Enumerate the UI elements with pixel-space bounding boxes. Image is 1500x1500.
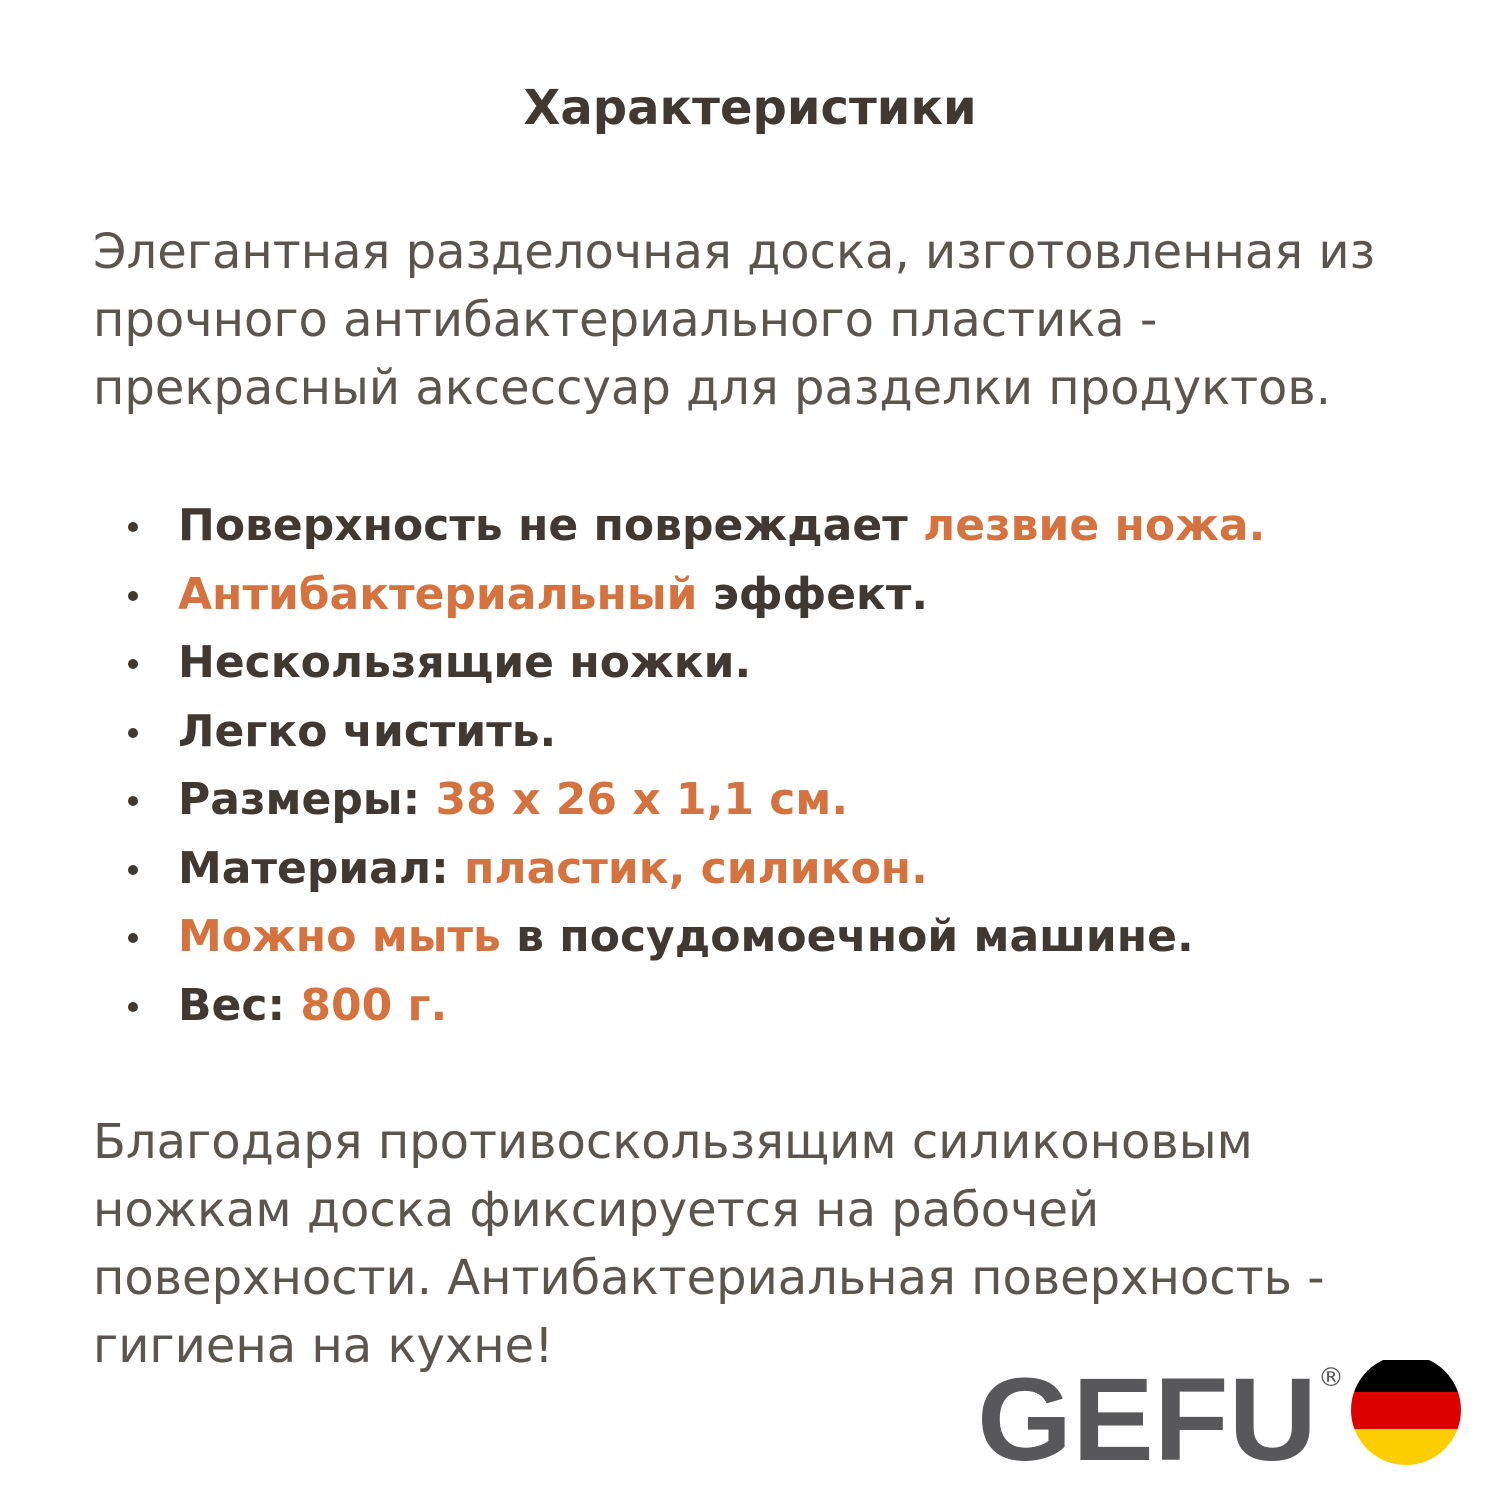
gefu-logo-graphic: [975, 1360, 1475, 1470]
feature-text: Материал:: [178, 842, 464, 894]
feature-item: [128, 972, 1265, 1041]
feature-text: в посудомоечной машине.: [500, 911, 1194, 962]
registered-mark: ®: [1318, 1363, 1344, 1393]
bullet-icon: [128, 1002, 138, 1012]
gefu-logo: [975, 1360, 1475, 1470]
feature-text: Размеры:: [178, 774, 436, 825]
brand-text: GEFU: [977, 1360, 1317, 1470]
intro-paragraph: [93, 218, 1413, 422]
feature-item: [128, 492, 1265, 561]
feature-item: [128, 766, 1265, 835]
bullet-icon: [128, 659, 138, 669]
feature-highlight: лезвие ножа.: [923, 500, 1266, 551]
feature-item: [128, 561, 1265, 630]
feature-item: [128, 903, 1265, 972]
features-list: [128, 492, 1265, 1040]
bullet-icon: [128, 933, 138, 943]
outro-line: поверхности. Антибактериальная поверхность -: [93, 1250, 1325, 1306]
feature-highlight: пластик, силикон.: [463, 842, 928, 894]
bullet-icon: [128, 796, 138, 806]
outro-line: Благодаря противоскользящим силиконовым: [93, 1114, 1253, 1170]
outro-line: ножкам доска фиксируется на рабочей: [93, 1182, 1100, 1238]
german-flag-icon: [1351, 1360, 1461, 1466]
feature-item: [128, 835, 1265, 904]
intro-line: Элегантная разделочная доска, изготовленная из: [93, 224, 1376, 280]
bullet-icon: [128, 865, 138, 875]
outro-line: гигиена на кухне!: [93, 1318, 554, 1374]
feature-highlight: Можно мыть: [178, 911, 501, 962]
feature-text: Поверхность не повреждает: [178, 500, 924, 551]
bullet-icon: [128, 591, 138, 601]
feature-highlight: Антибактериальный: [178, 568, 698, 620]
feature-highlight: 800 г.: [300, 979, 448, 1031]
bullet-icon: [128, 522, 138, 532]
bullet-icon: [128, 728, 138, 738]
feature-text: Нескользящие ножки.: [178, 637, 752, 688]
feature-item: [128, 698, 1265, 767]
outro-paragraph: [93, 1108, 1413, 1380]
intro-line: прекрасный аксессуар для разделки продуктов.: [93, 360, 1331, 416]
feature-item: [128, 629, 1265, 698]
feature-text: Вес:: [178, 979, 301, 1031]
feature-highlight: 38 x 26 x 1,1 см.: [435, 774, 849, 825]
feature-text: Легко чистить.: [178, 705, 557, 757]
intro-line: прочного антибактериального пластика -: [93, 292, 1158, 348]
page-title: Характеристики: [523, 80, 977, 136]
feature-text: эффект.: [697, 568, 929, 620]
